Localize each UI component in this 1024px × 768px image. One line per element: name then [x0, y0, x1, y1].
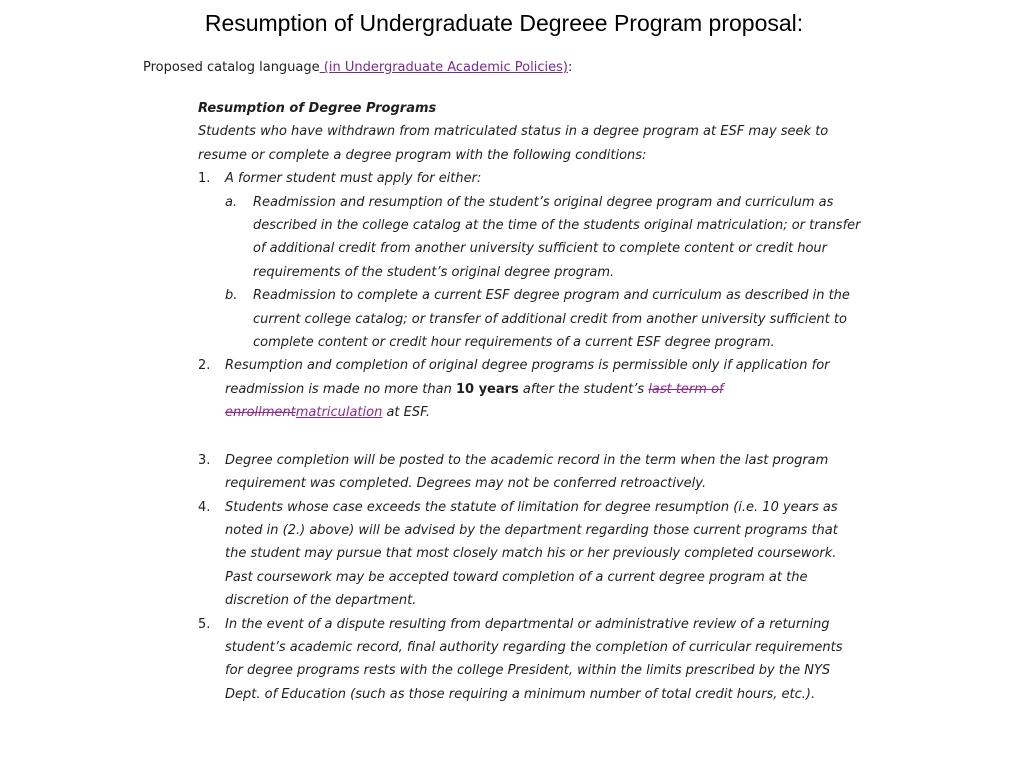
sub-item-text: Readmission to complete a current ESF degree program and curriculum as described in the current college catalog; or transfer of additional credit from another university sufficient to complete content or credit hour requirements of a current ESF degree program.: [253, 288, 850, 351]
item-text: A former student must apply for either:: [225, 171, 482, 187]
item-number: 1.: [198, 171, 211, 187]
list-item-1: [198, 167, 863, 190]
intro-line: [143, 60, 572, 75]
sub-item-letter: b.: [225, 288, 238, 304]
page-title: Resumption of Undergraduate Degreee Program proposal:: [204, 10, 804, 36]
item-text-bold: 10 years: [455, 381, 519, 397]
sub-item-letter: a.: [225, 194, 238, 210]
item-text: [225, 354, 863, 424]
item-text-end: at ESF.: [382, 405, 431, 421]
item-text: Degree completion will be posted to the academic record in the term when the last program requirement was completed. Degrees may not be conferred retroactively.: [225, 452, 829, 492]
item-text-before: Resumption and completion of original degree programs is permissible only if application for readmission is made no more than: [225, 358, 830, 397]
item-number: 5.: [198, 616, 211, 632]
sub-item-a: [198, 191, 863, 285]
policies-link[interactable]: (in Undergraduate Academic Policies): [319, 60, 568, 75]
list-item-4: [198, 496, 863, 613]
item-number: 4.: [198, 499, 211, 515]
item-number: 3.: [198, 452, 211, 468]
list-item-5: [198, 613, 863, 707]
inserted-text: matriculation: [295, 405, 383, 421]
sub-item-b: [198, 284, 863, 354]
list-item-3: [198, 449, 863, 496]
list-item-2: [198, 354, 863, 424]
sub-item-text: Readmission and resumption of the student’s original degree program and curriculum as described in the college catalog at the time of the students original matriculation; or transfer of additional credit from another university sufficient to complete content or credit hour requirements of the student’s original degree program.: [253, 194, 861, 280]
item-text: In the event of a dispute resulting from departmental or administrative review of a returning student’s academic record, final authority regarding the completion of curricular requirements for degree programs rests with the college President, within the limits prescribed by the NYS Dept. of Education (such as those requiring a minimum number of total credit hours, etc.).: [225, 616, 843, 702]
policy-lead: Students who have withdrawn from matriculated status in a degree program at ESF may seek to resume or complete a degree program with the following conditions:: [198, 124, 829, 163]
item-text-after: after the student’s: [518, 381, 649, 397]
paragraph-gap: [198, 425, 863, 449]
policy-document: [198, 97, 863, 706]
deleted-text: last term of enrollment: [225, 381, 724, 421]
item-text: Students whose case exceeds the statute of limitation for degree resumption (i.e. 10 years as noted in (2.) above) will be advised by the department regarding those current programs that the student may pursue that most closely match his or her previously completed coursework. Past coursework may be accepted toward completion of a current degree program at the discretion of the department.: [225, 499, 838, 609]
intro-text: Proposed catalog language: [143, 60, 320, 75]
item-number: 2.: [198, 358, 211, 374]
intro-suffix: :: [567, 60, 573, 75]
policy-heading: Resumption of Degree Programs: [198, 101, 437, 116]
